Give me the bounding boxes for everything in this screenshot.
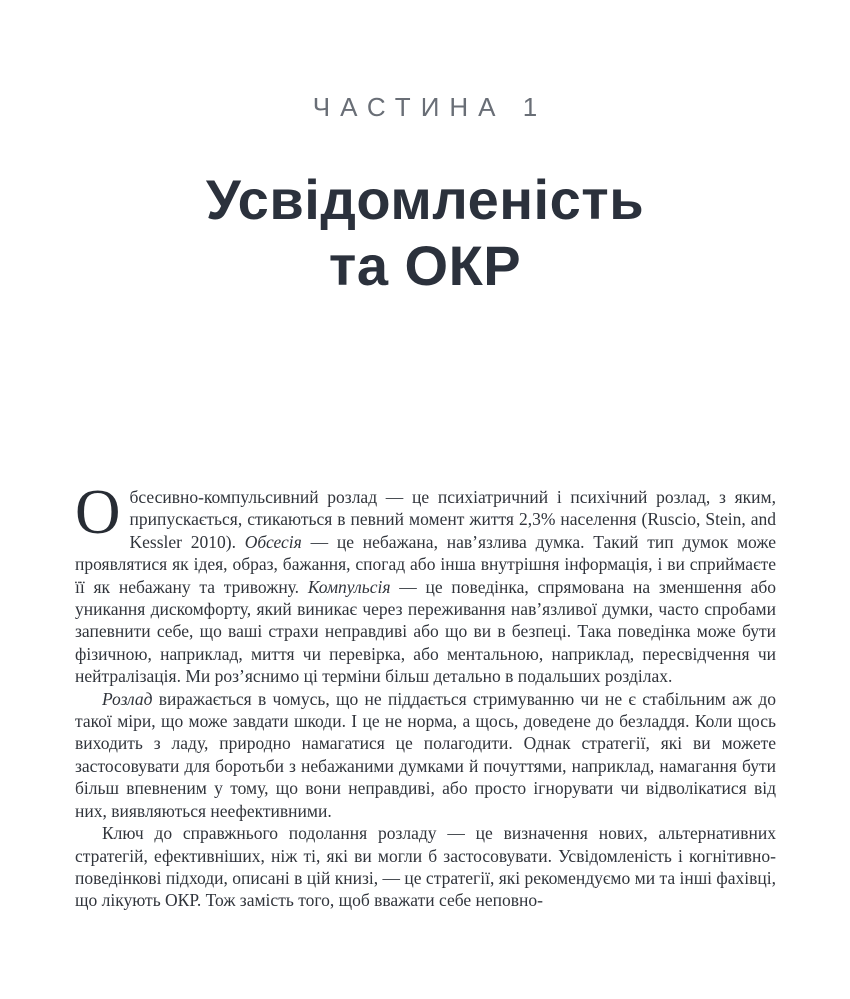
part-label: ЧАСТИНА 1: [312, 92, 548, 122]
text-run: Ключ до справжнього подолання розладу — це визначення нових, альтернативних стратегій, ефективніших, ніж ті, які ви могли б застосовувати. Усвідомленість і когнітивно-поведінкові підходи, описані в цій книзі, — це стратегії, які рекомендуємо ми та інші фахівці, що лікують ОКР. Тож замість того, щоб вважати себе неповно-: [75, 823, 776, 911]
text-run: — це небажана, нав’язлива думка. Такий тип думок може проявлятися як ідея, образ, бажання, спогад або інша внутрішня інформація, і ви сприймаєте її як небажану та тривожну.: [75, 531, 776, 597]
text-run: бсесивно-компульсивний розлад — це психіатричний і психічний розлад, з яким, припускається, стикаються в певний момент життя 2,3% населення (Ruscio, Stein, and Kessler 2010).: [129, 487, 776, 552]
body-text: [75, 477, 777, 912]
italic-term: Обсесія: [244, 531, 302, 552]
page-title-line-1: Усвідомленість: [205, 168, 645, 231]
page-title-line-2: та ОКР: [328, 234, 522, 297]
italic-term: Компульсія: [307, 576, 391, 597]
text-run: виражається в чомусь, що не піддається стримуванню чи не є стабільним аж до такої міри, що може завдати шкоди. І це не норма, а щось, доведене до безладдя. Коли щось виходить з ладу, природно намагатися це полагодити. Однак стратегії, які ви можете застосовувати для боротьби з небажаними думками й почуттями, наприклад, намагання бути більш впевненим у тому, що вони неправдиві, або просто ігнорувати чи відволікатися від них, виявляються неефективними.: [75, 688, 776, 821]
page-title: [0, 167, 850, 299]
paragraph: [75, 822, 776, 912]
text-run: — це поведінка, спрямована на зменшення або уникання дискомфорту, який виникає через переживання нав’язливої думки, часто спробами запевнити себе, що ваші страхи неправдиві або що ви в безпеці. Така поведінка може бути фізичною, наприклад, миття чи перевірка, або ментальною, наприклад, пересвідчення чи нейтралізація. Ми роз’яснимо ці терміни більш детально в подальших розділах.: [75, 576, 777, 687]
paragraph: [75, 477, 777, 688]
paragraph: [75, 688, 776, 822]
chapter-header: [0, 0, 850, 299]
dropcap: О: [75, 477, 121, 547]
italic-term: Розлад: [102, 688, 153, 709]
